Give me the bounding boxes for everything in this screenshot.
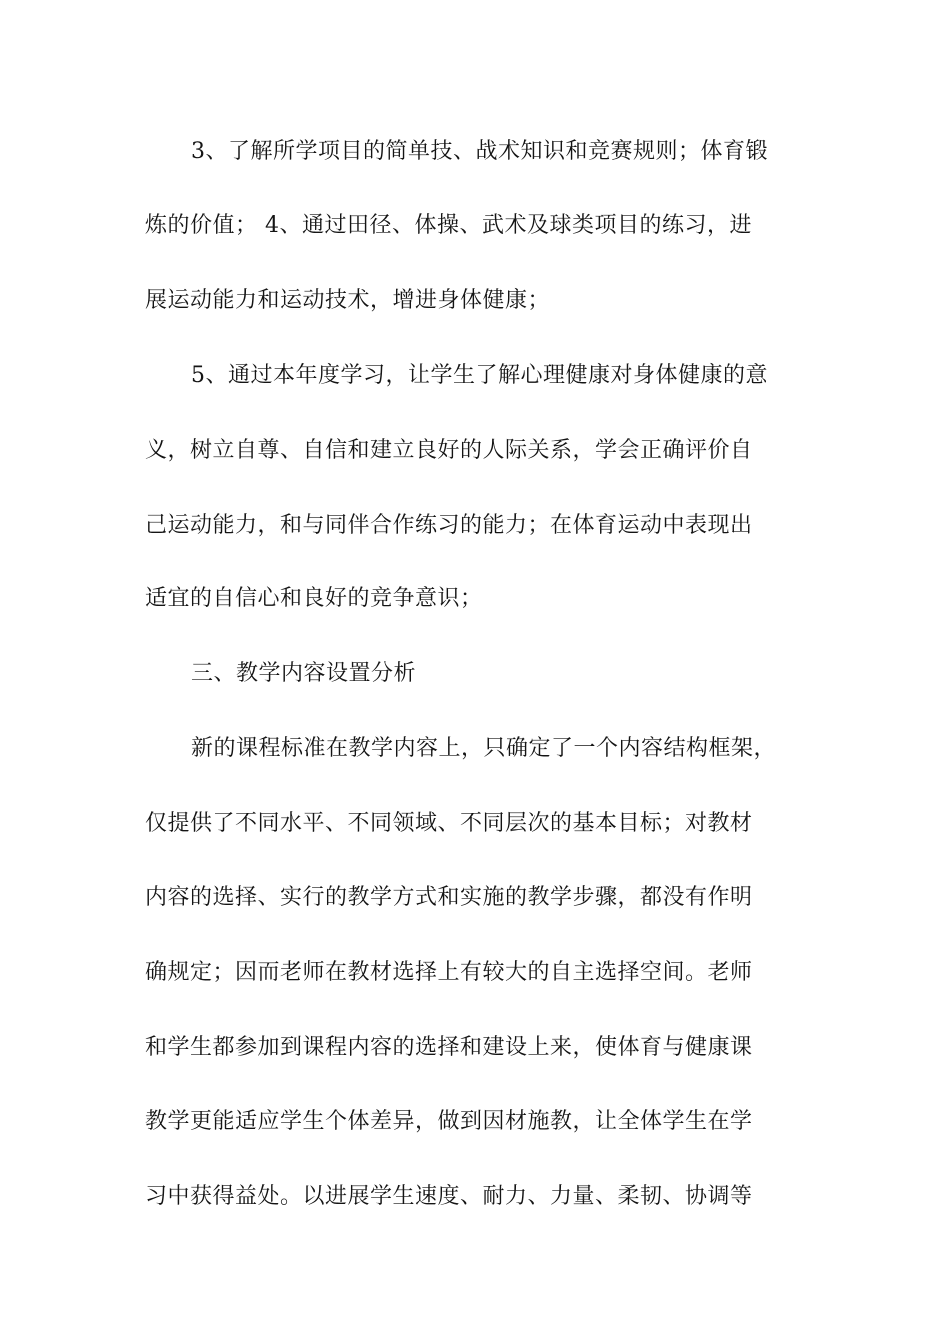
paragraph-line: 和学生都参加到课程内容的选择和建设上来，使体育与健康课 (145, 1035, 753, 1060)
paragraph-line: 习中获得益处。以进展学生速度、耐力、力量、柔韧、协调等 (145, 1184, 753, 1209)
paragraph-line: 内容的选择、实行的教学方式和实施的教学步骤，都没有作明 (145, 885, 753, 910)
paragraph-line: 义，树立自尊、自信和建立良好的人际关系，学会正确评价自 (145, 438, 753, 463)
paragraph-line: 确规定；因而老师在教材选择上有较大的自主选择空间。老师 (145, 960, 753, 985)
paragraph-line: 己运动能力，和与同伴合作练习的能力；在体育运动中表现出 (145, 513, 753, 538)
paragraph-line: 5、通过本年度学习，让学生了解心理健康对身体健康的意 (191, 363, 768, 388)
section-heading: 三、教学内容设置分析 (191, 661, 417, 686)
paragraph-line: 新的课程标准在教学内容上，只确定了一个内容结构框架， (191, 736, 777, 761)
paragraph-line: 教学更能适应学生个体差异，做到因材施教，让全体学生在学 (145, 1109, 753, 1134)
paragraph-line: 炼的价值； 4、通过田径、体操、武术及球类项目的练习，进 (145, 213, 752, 238)
paragraph-line: 适宜的自信心和良好的竞争意识； (145, 586, 483, 611)
paragraph-line: 3、了解所学项目的简单技、战术知识和竞赛规则；体育锻 (191, 139, 768, 164)
paragraph-line: 仅提供了不同水平、不同领域、不同层次的基本目标；对教材 (145, 811, 753, 836)
paragraph-line: 展运动能力和运动技术，增进身体健康； (145, 288, 551, 313)
